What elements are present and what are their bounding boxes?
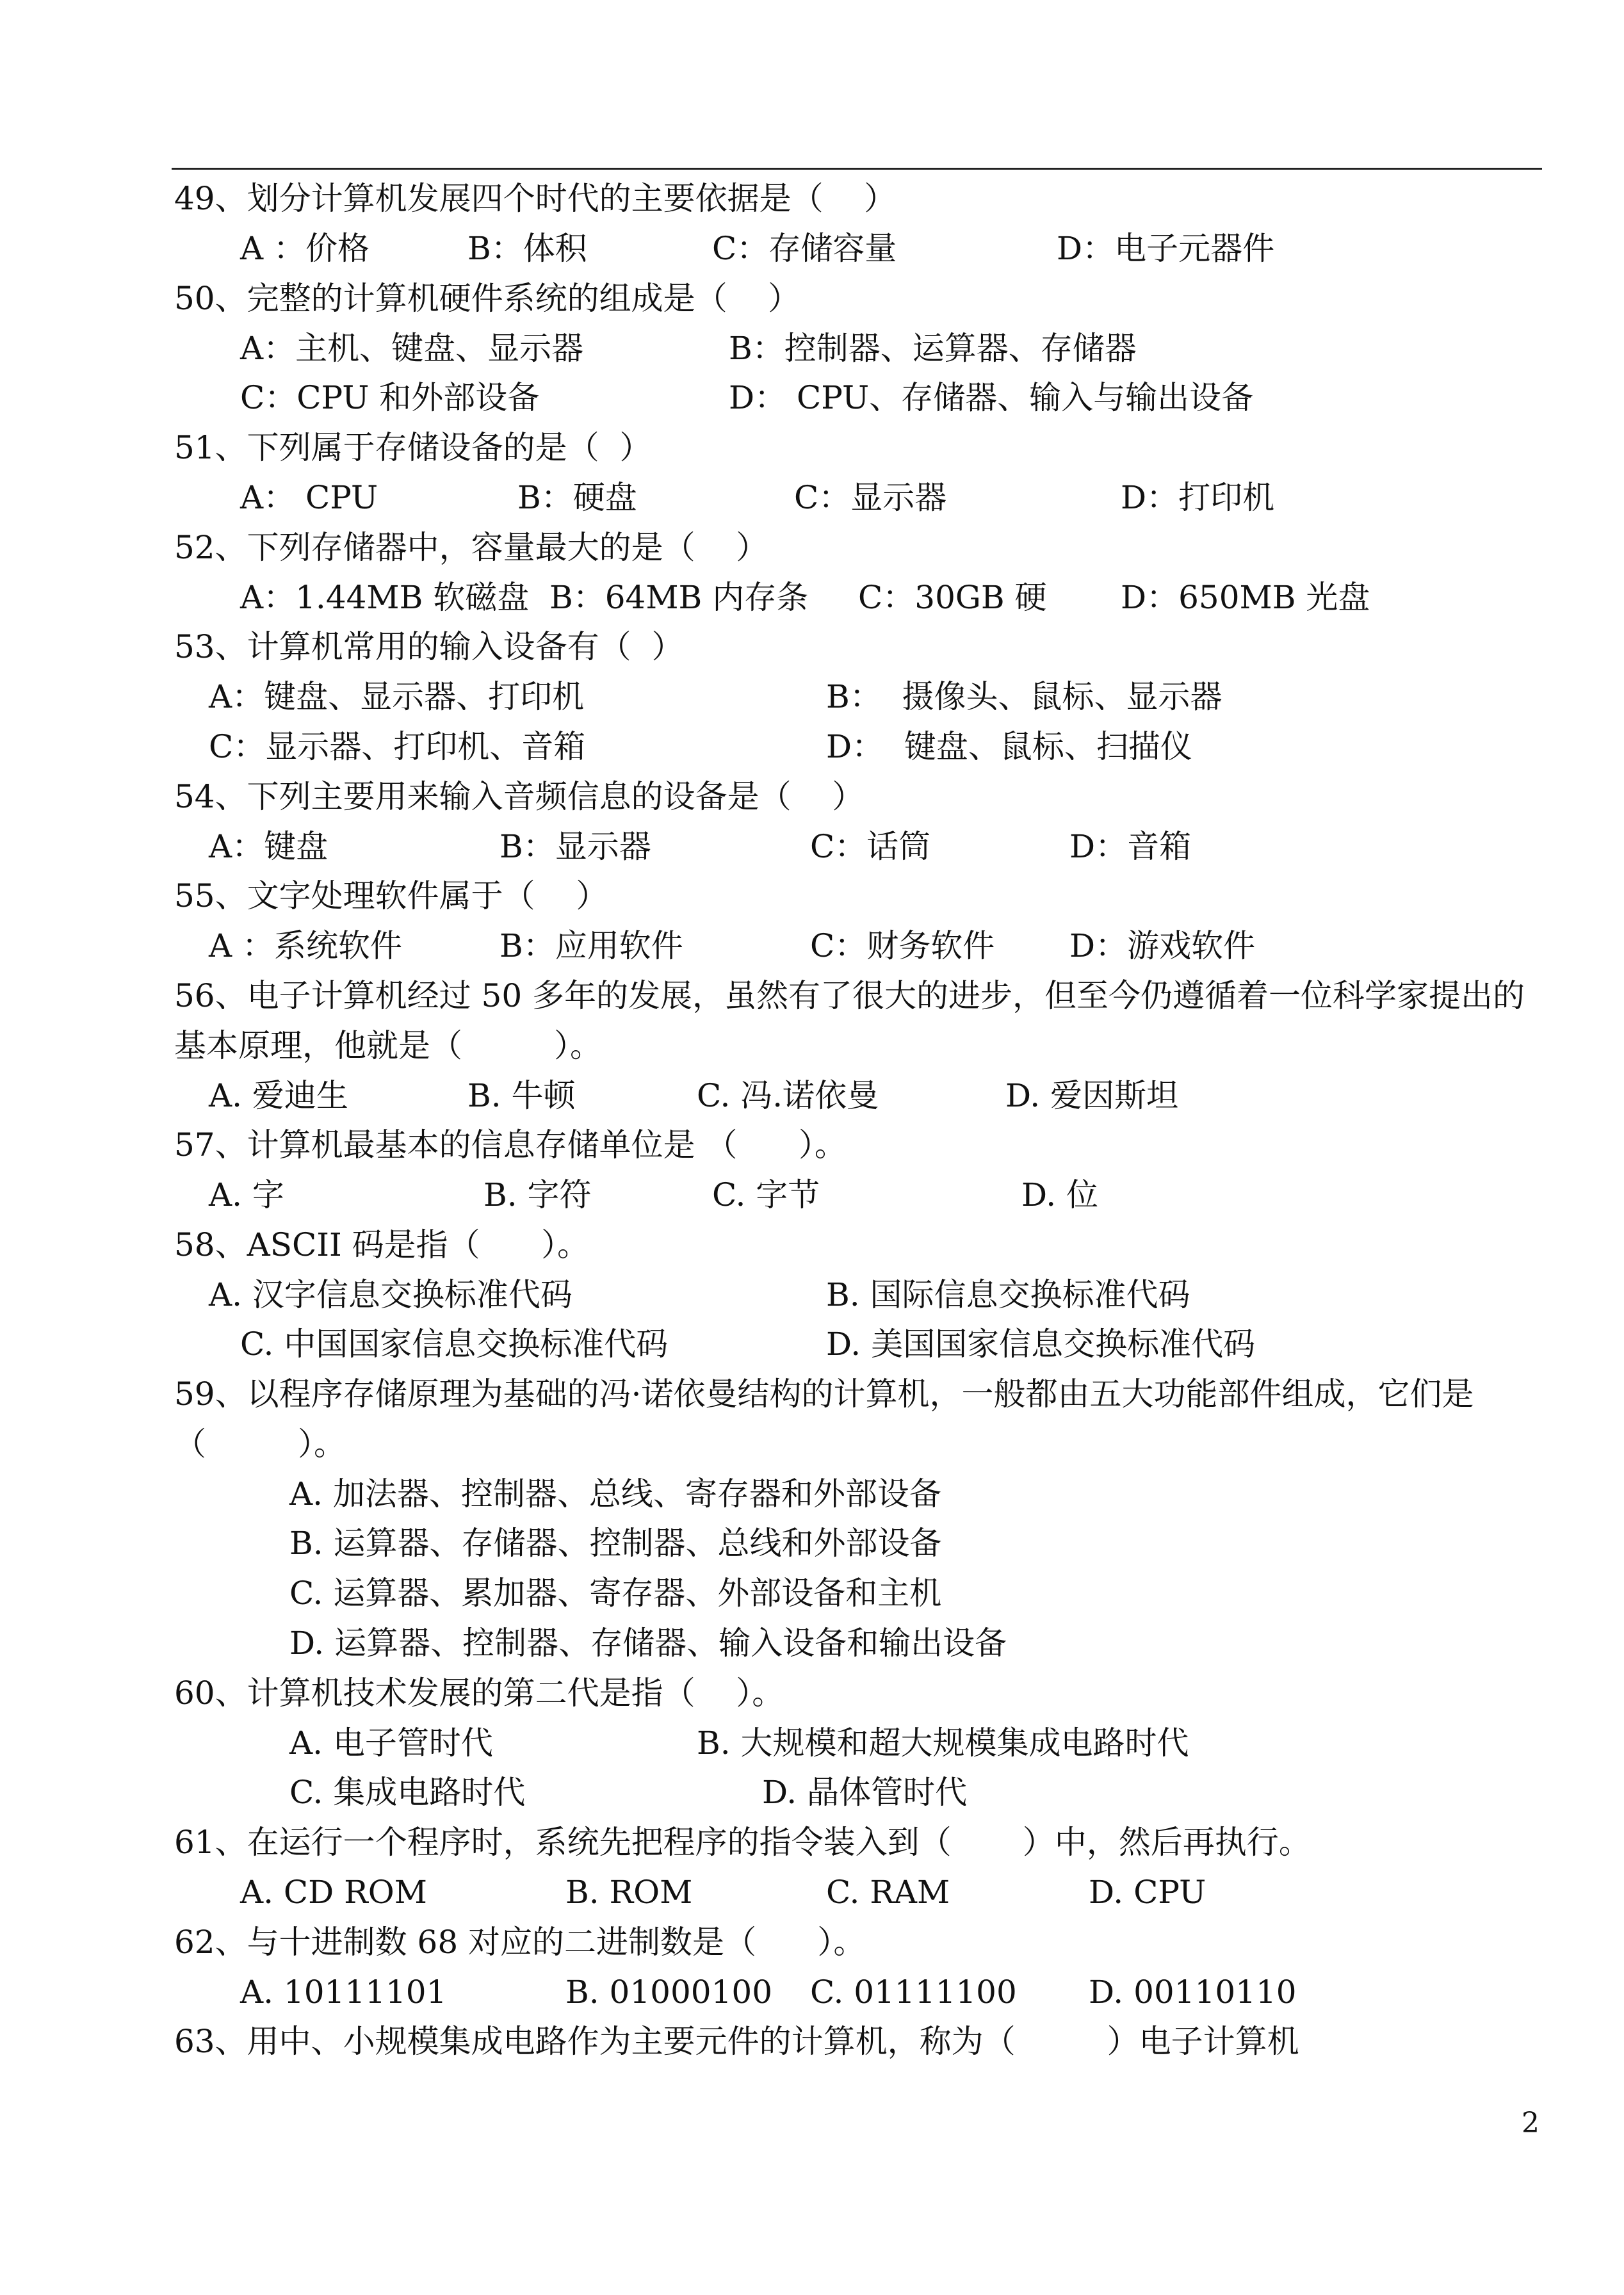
question-49-stem: 49、划分计算机发展四个时代的主要依据是（ ）	[174, 180, 897, 217]
question-50-option-c: C：CPU 和外部设备	[240, 379, 540, 416]
question-60-option-b: B. 大规模和超大规模集成电路时代	[697, 1724, 1189, 1762]
question-61-option-b: B. ROM	[565, 1874, 693, 1911]
header-rule	[172, 168, 1542, 170]
question-61-option-a: A. CD ROM	[240, 1874, 427, 1911]
question-62-stem: 62、与十进制数 68 对应的二进制数是（ ）。	[174, 1924, 866, 1961]
question-59-option-c: C. 运算器、累加器、寄存器、外部设备和主机	[289, 1575, 942, 1612]
question-52-stem: 52、下列存储器中，容量最大的是（ ）	[174, 529, 768, 566]
question-59-stem-line-1: 59、以程序存储原理为基础的冯·诺依曼结构的计算机，一般都由五大功能部件组成，它们是	[174, 1375, 1474, 1413]
question-60-stem: 60、计算机技术发展的第二代是指（ ）。	[174, 1675, 784, 1712]
question-59-option-d: D. 运算器、控制器、存储器、输入设备和输出设备	[289, 1625, 1007, 1662]
question-59-option-b: B. 运算器、存储器、控制器、总线和外部设备	[289, 1525, 942, 1562]
question-50-option-d: D： CPU、存储器、输入与输出设备	[729, 379, 1254, 416]
question-53-option-b: B： 摄像头、鼠标、显示器	[826, 678, 1222, 715]
question-55-option-b: B：应用软件	[499, 927, 683, 964]
question-51-option-a: A： CPU	[240, 479, 378, 516]
question-53-option-d: D： 键盘、鼠标、扫描仪	[826, 728, 1192, 765]
question-61-option-d: D. CPU	[1089, 1874, 1206, 1911]
question-55-stem: 55、文字处理软件属于（ ）	[174, 877, 608, 914]
question-52-option-d: D：650MB 光盘	[1121, 579, 1370, 616]
question-52-option-a: A：1.44MB 软磁盘	[240, 579, 530, 616]
question-60-option-c: C. 集成电路时代	[289, 1774, 526, 1811]
question-57-option-b: B. 字符	[483, 1176, 592, 1213]
question-62-option-a: A. 10111101	[240, 1974, 447, 2011]
question-51-option-d: D：打印机	[1121, 479, 1275, 516]
question-57-stem: 57、计算机最基本的信息存储单位是 （ ）。	[174, 1126, 847, 1164]
question-54-option-c: C：话筒	[810, 828, 931, 865]
question-59-option-a: A. 加法器、控制器、总线、寄存器和外部设备	[289, 1475, 941, 1512]
question-56-option-a: A. 爱迪生	[209, 1077, 348, 1114]
question-52-option-c: C：30GB 硬	[858, 579, 1047, 616]
question-49-option-c: C：存储容量	[712, 230, 897, 267]
question-54-option-b: B：显示器	[499, 828, 651, 865]
question-58-stem: 58、ASCII 码是指（ ）。	[174, 1226, 589, 1263]
question-49-option-d: D：电子元器件	[1057, 230, 1275, 267]
question-58-option-b: B. 国际信息交换标准代码	[826, 1276, 1190, 1313]
question-63-stem: 63、用中、小规模集成电路作为主要元件的计算机，称为（ ）电子计算机	[174, 2023, 1299, 2060]
question-50-stem: 50、完整的计算机硬件系统的组成是（ ）	[174, 280, 800, 317]
question-53-stem: 53、计算机常用的输入设备有（ ）	[174, 628, 684, 665]
question-60-option-d: D. 晶体管时代	[762, 1774, 968, 1811]
question-56-stem-line-1: 56、电子计算机经过 50 多年的发展，虽然有了很大的进步，但至今仍遵循着一位科学家提出的	[174, 977, 1525, 1014]
question-54-option-a: A：键盘	[209, 828, 329, 865]
question-59-stem-line-2: （ ）。	[174, 1425, 346, 1463]
question-50-option-b: B：控制器、运算器、存储器	[729, 330, 1137, 367]
question-56-option-b: B. 牛顿	[467, 1077, 576, 1114]
question-56-option-c: C. 冯.诺依曼	[697, 1077, 879, 1114]
question-61-option-c: C. RAM	[826, 1874, 950, 1911]
question-58-option-d: D. 美国国家信息交换标准代码	[826, 1326, 1256, 1363]
question-50-option-a: A：主机、键盘、显示器	[240, 330, 584, 367]
question-49-option-a: A ：价格	[240, 230, 370, 267]
question-62-option-d: D. 00110110	[1089, 1974, 1297, 2011]
question-57-option-a: A. 字	[209, 1176, 284, 1213]
question-60-option-a: A. 电子管时代	[289, 1724, 493, 1762]
question-55-option-c: C：财务软件	[810, 927, 995, 964]
question-58-option-a: A. 汉字信息交换标准代码	[209, 1276, 572, 1313]
question-62-option-c: C. 01111100	[810, 1974, 1017, 2011]
question-55-option-a: A ：系统软件	[209, 927, 403, 964]
question-54-stem: 54、下列主要用来输入音频信息的设备是（ ）	[174, 778, 865, 815]
question-62-option-b: B. 01000100	[565, 1974, 773, 2011]
question-56-stem-line-2: 基本原理，他就是（ ）。	[174, 1027, 603, 1064]
question-54-option-d: D：音箱	[1069, 828, 1192, 865]
page-number: 2	[1522, 2107, 1539, 2139]
question-61-stem: 61、在运行一个程序时，系统先把程序的指令装入到（ ）中，然后再执行。	[174, 1824, 1311, 1861]
question-57-option-c: C. 字节	[712, 1176, 820, 1213]
question-56-option-d: D. 爱因斯坦	[1005, 1077, 1179, 1114]
question-53-option-c: C：显示器、打印机、音箱	[209, 728, 586, 765]
question-52-option-b: B：64MB 内存条	[549, 579, 809, 616]
question-58-option-c: C. 中国国家信息交换标准代码	[240, 1326, 669, 1363]
question-51-option-c: C：显示器	[794, 479, 947, 516]
question-55-option-d: D：游戏软件	[1069, 927, 1256, 964]
question-51-option-b: B：硬盘	[517, 479, 637, 516]
question-49-option-b: B：体积	[467, 230, 587, 267]
question-53-option-a: A：键盘、显示器、打印机	[209, 678, 585, 715]
question-57-option-d: D. 位	[1021, 1176, 1099, 1213]
question-51-stem: 51、下列属于存储设备的是（ ）	[174, 429, 652, 466]
